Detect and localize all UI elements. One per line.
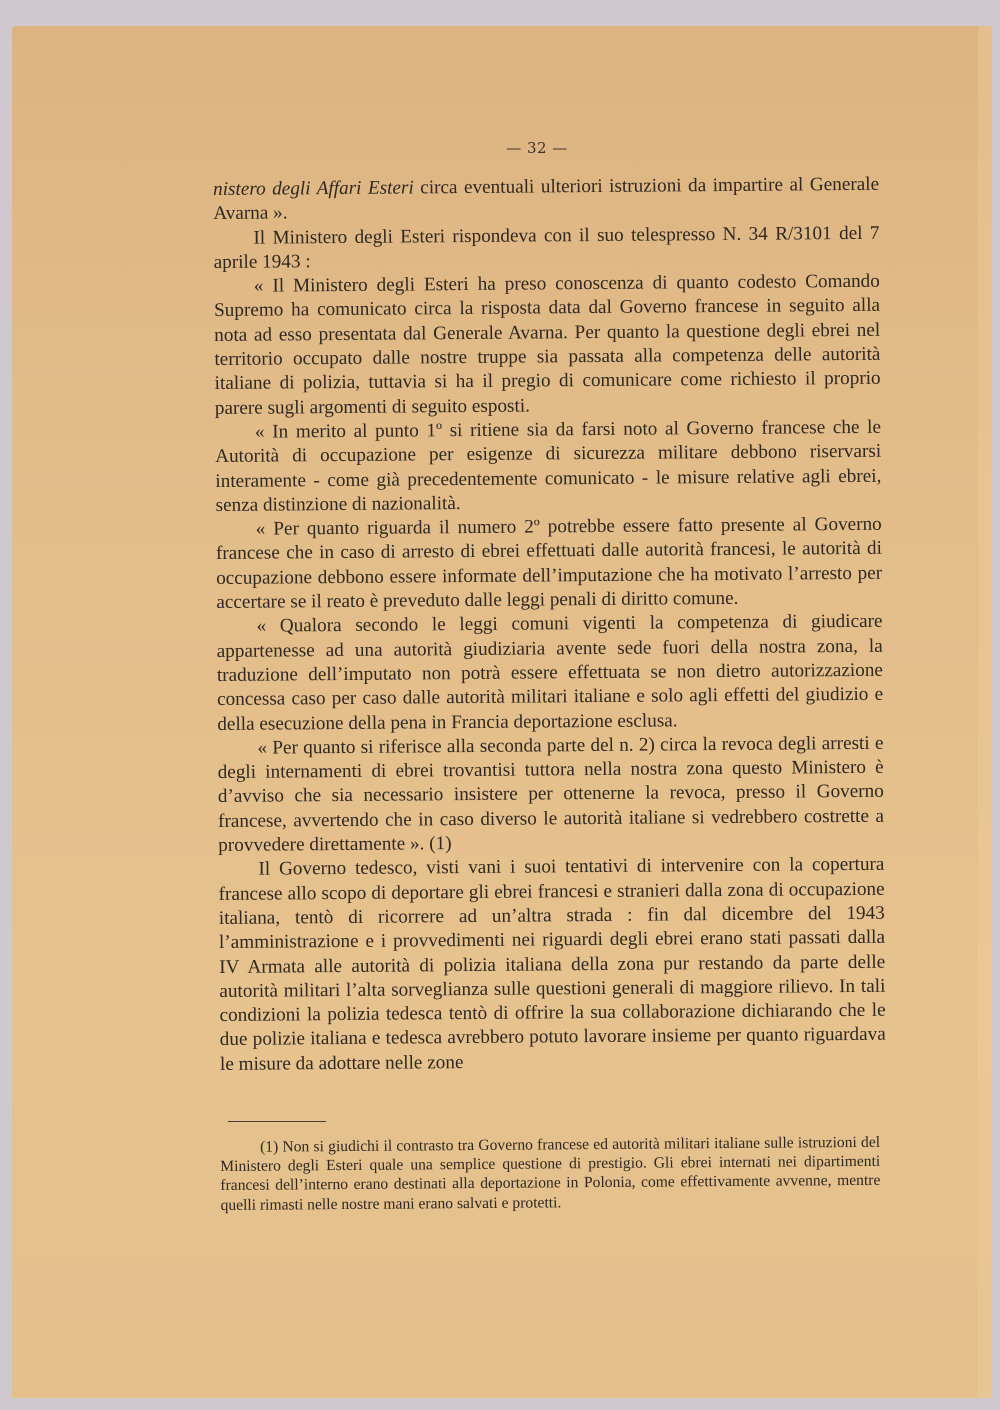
paragraph-quote: « In merito al punto 1º si ritiene sia da farsi noto al Governo francese che le Autorità di occupazione per esigenze di sicurezza militare debbono riservarsi interamente - come già precedentemente comunicato - le misure relative agli ebrei, senza distinzione di nazionalità.	[215, 416, 882, 516]
paragraph-continuation	[213, 173, 879, 227]
paragraph-quote: « Il Ministero degli Esteri ha preso conoscenza di quanto codesto Comando Supremo ha comunicato circa la risposta data dal Governo francese in seguito alla nota ad esso presentata dal Generale Avarna. Per quanto la questione degli ebrei nel territorio occupato dalle nostre truppe sia passata alla competenza delle autorità italiane di polizia, tuttavia si ha il pregio di comunicare come richiesto il proprio parere sugli argomenti di seguito esposti.	[213, 270, 881, 419]
document-page	[12, 26, 992, 1398]
paragraph-continuation-text: circa eventuali ulteriori istruzioni da impartire al Generale Avarna ».	[213, 173, 880, 225]
italic-ministry-name: nistero degli Affari Esteri	[213, 177, 414, 200]
footnote-divider	[228, 1121, 326, 1122]
paragraph-quote: « Qualora secondo le leggi comuni vigenti la competenza di giudicare appartenesse ad una autorità giudiziaria avente sede fuori della nostra zona, la traduzione dell’imputato non potrà essere effettuata se non dietro autorizzazione concessa caso per caso dalle autorità militari italiane e solo agli effetti del giudizio e della esecuzione della pena in Francia deportazione esclusa.	[216, 611, 884, 735]
paragraph-quote: « Per quanto si riferisce alla seconda parte del n. 2) circa la revoca degli arresti e degli internamenti di ebrei trovantisi tuttora nella nostra zona questo Ministero è d’avviso che sia necessario insistere per ottenerne la revoca, presso il Governo francese, avvertendo che in caso diverso le autorità italiane si vedrebbero costrette a provvedere direttamente ». (1)	[217, 732, 885, 856]
paragraph-quote: « Per quanto riguarda il numero 2º potrebbe essere fatto presente al Governo francese che in caso di arresto di ebrei effettuati dalle autorità francesi, le autorità di occupazione debbono essere informate dell’imputazione che ha motivato l’arresto per accertare se il reato è preveduto dalle leggi penali di diritto comune.	[215, 513, 883, 614]
body-text	[213, 173, 886, 1077]
footnote	[220, 1133, 881, 1215]
footnote-text: (1) Non si giudichi il contrasto tra Governo francese ed autorità militari italiane sulle istruzioni del Ministero degli Esteri quale una semplice questione di prestigio. Gli ebrei internati nei dipartimenti francesi dell’interno erano destinati alla deportazione in Polonia, come effettivamente avvenne, mentre quelli rimasti nelle nostre mani erano salvati e protetti.	[220, 1133, 881, 1214]
paragraph: Il Ministero degli Esteri rispondeva con il suo telespresso N. 34 R/3101 del 7 aprile 1943 :	[213, 222, 880, 273]
paragraph: Il Governo tedesco, visti vani i suoi tentativi di intervenire con la copertura francese allo scopo di deportare gli ebrei francesi e stranieri dalla zona di occupazione italiana, tentò di ricorrere ad un’altra strada : fin dal dicembre del 1943 l’amministrazione e i provvedimenti nei riguardi degli ebrei erano stati passati dalla IV Armata alle autorità di polizia italiana della zona pur restando da parte delle autorità militari l’alta sorveglianza sulle questioni generali di maggiore rilievo. In tali condizioni la polizia tedesca tentò di offrire la sua collaborazione dichiarando che le due polizie italiana e tedesca avrebbero potuto lavorare insieme per quanto riguardava le misure da adottare nelle zone	[218, 854, 886, 1075]
page-number: — 32 —	[506, 139, 568, 157]
